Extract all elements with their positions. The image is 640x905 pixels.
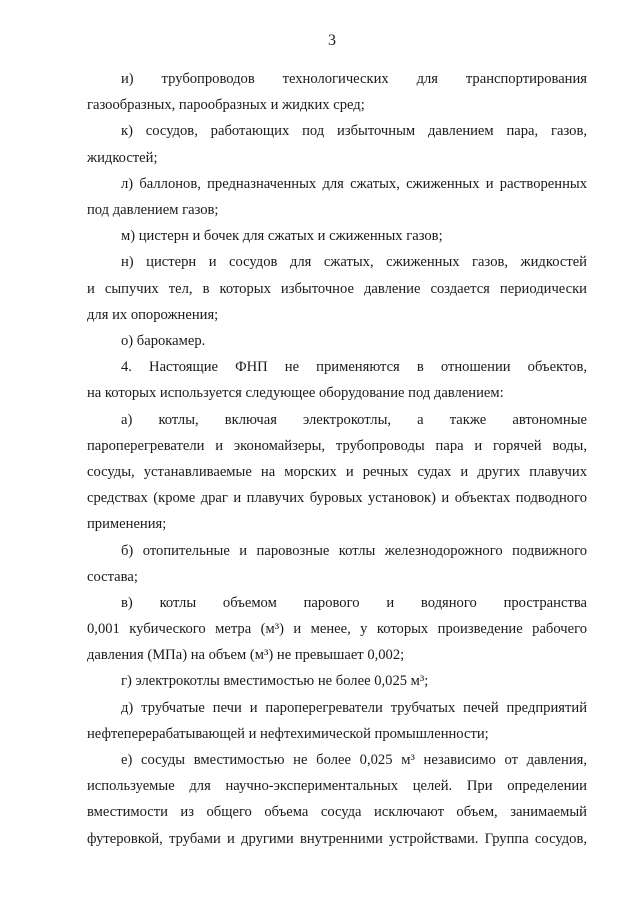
text-line: е) сосуды вместимостью не более 0,025 м³ независимо от давления,: [121, 752, 587, 769]
text-line: 0,001 кубического метра (м³) и менее, у которых произведение рабочего: [87, 621, 587, 638]
text-line: н) цистерн и сосудов для сжатых, сжиженных газов, жидкостей: [121, 254, 587, 271]
text-line: для их опорожнения;: [87, 306, 219, 323]
text-line: на которых используется следующее оборудование под давлением:: [87, 385, 504, 402]
text-line: д) трубчатые печи и пароперегреватели трубчатых печей предприятий: [121, 699, 587, 716]
text-line: используемые для научно-экспериментальных целей. При определении: [87, 778, 587, 795]
text-line: футеровкой, трубами и другими внутренними устройствами. Группа сосудов,: [87, 830, 587, 847]
text-line: л) баллонов, предназначенных для сжатых, сжиженных и растворенных: [121, 175, 587, 192]
text-line: нефтеперерабатывающей и нефтехимической промышленности;: [87, 725, 489, 742]
text-line: пароперегреватели и экономайзеры, трубопроводы пара и горячей воды,: [87, 437, 587, 454]
text-line: в) котлы объемом парового и водяного пространства: [121, 594, 587, 611]
text-line: г) электрокотлы вместимостью не более 0,025 м³;: [121, 673, 429, 690]
text-line: состава;: [87, 568, 138, 585]
text-line: средствах (кроме драг и плавучих буровых установок) и объектах подводного: [87, 490, 587, 507]
page-number-text: 3: [328, 32, 336, 49]
page-number: [0, 32, 640, 50]
text-line: м) цистерн и бочек для сжатых и сжиженных газов;: [121, 228, 443, 245]
text-line: жидкостей;: [87, 149, 158, 166]
text-line: под давлением газов;: [87, 201, 219, 218]
text-line: и сыпучих тел, в которых избыточное давление создается периодически: [87, 280, 587, 297]
text-line: 4. Настоящие ФНП не применяются в отношении объектов,: [121, 359, 587, 376]
text-line: б) отопительные и паровозные котлы железнодорожного подвижного: [121, 542, 587, 559]
text-line: применения;: [87, 516, 167, 533]
text-line: сосуды, устанавливаемые на морских и речных судах и других плавучих: [87, 463, 587, 480]
text-line: к) сосудов, работающих под избыточным давлением пара, газов,: [121, 123, 587, 140]
document-body: [87, 66, 587, 852]
text-line: о) барокамер.: [121, 332, 206, 349]
text-line: вместимости из общего объема сосуда исключают объем, занимаемый: [87, 804, 587, 821]
text-line: газообразных, парообразных и жидких сред;: [87, 97, 365, 114]
text-line: давления (МПа) на объем (м³) не превышает 0,002;: [87, 647, 405, 664]
text-line: и) трубопроводов технологических для транспортирования: [121, 71, 587, 87]
text-line: а) котлы, включая электрокотлы, а также автономные: [121, 411, 587, 428]
